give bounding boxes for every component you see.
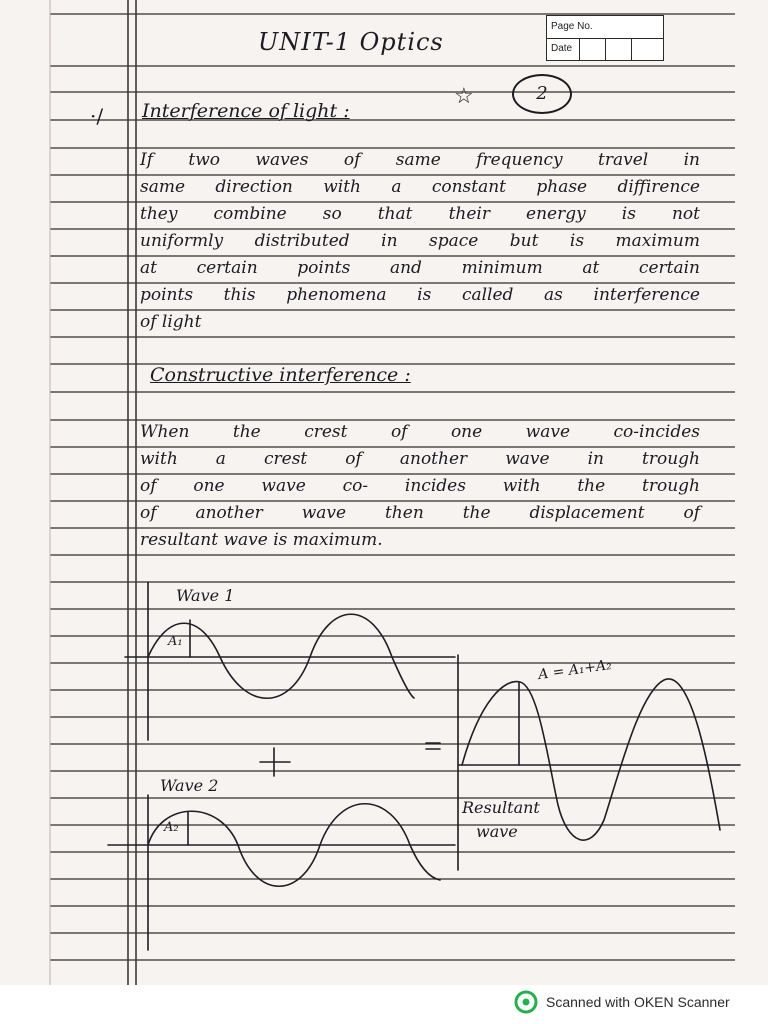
- paragraph-line: points this phenomena is called as interference: [140, 285, 700, 305]
- section-heading-constructive: Constructive interference :: [150, 364, 411, 386]
- wave1-amplitude-label: A₁: [168, 634, 183, 649]
- resultant-label-line2: wave: [476, 822, 518, 841]
- paragraph-line: at certain points and minimum at certain: [140, 258, 700, 278]
- paragraph-line: they combine so that their energy is not: [140, 204, 700, 224]
- resultant-amplitude-label: A = A₁+A₂: [537, 656, 613, 684]
- paragraph-line: of another wave then the displacement of: [140, 503, 700, 523]
- circled-number: 2: [512, 74, 572, 114]
- resultant-label-line1: Resultant: [462, 798, 540, 817]
- page-number-label: Page No.: [551, 21, 593, 32]
- paragraph-line: uniformly distributed in space but is maximum: [140, 231, 700, 251]
- wave2-label: Wave 2: [160, 776, 219, 795]
- paragraph-line: same direction with a constant phase diffirence: [140, 177, 700, 197]
- paragraph-line: of light: [140, 312, 202, 332]
- scanner-footer: [514, 990, 730, 1014]
- page-title: UNIT-1 Optics: [258, 28, 444, 56]
- paragraph-line: When the crest of one wave co-incides: [140, 422, 700, 442]
- wave1-label: Wave 1: [176, 586, 235, 605]
- paragraph-line: with a crest of another wave in trough: [140, 449, 700, 469]
- paragraph-line: If two waves of same frequency travel in: [140, 150, 700, 170]
- bullet-marker: ·/: [90, 104, 104, 128]
- scanner-text: Scanned with OKEN Scanner: [546, 994, 730, 1010]
- date-label: Date: [551, 43, 573, 54]
- oken-scanner-logo-icon: [514, 990, 538, 1014]
- section-heading-interference: Interference of light :: [142, 100, 350, 122]
- star-icon: ☆: [454, 84, 474, 109]
- paragraph-line: of one wave co- incides with the trough: [140, 476, 700, 496]
- paragraph-line: resultant wave is maximum.: [140, 530, 383, 550]
- wave2-amplitude-label: A₂: [164, 820, 179, 835]
